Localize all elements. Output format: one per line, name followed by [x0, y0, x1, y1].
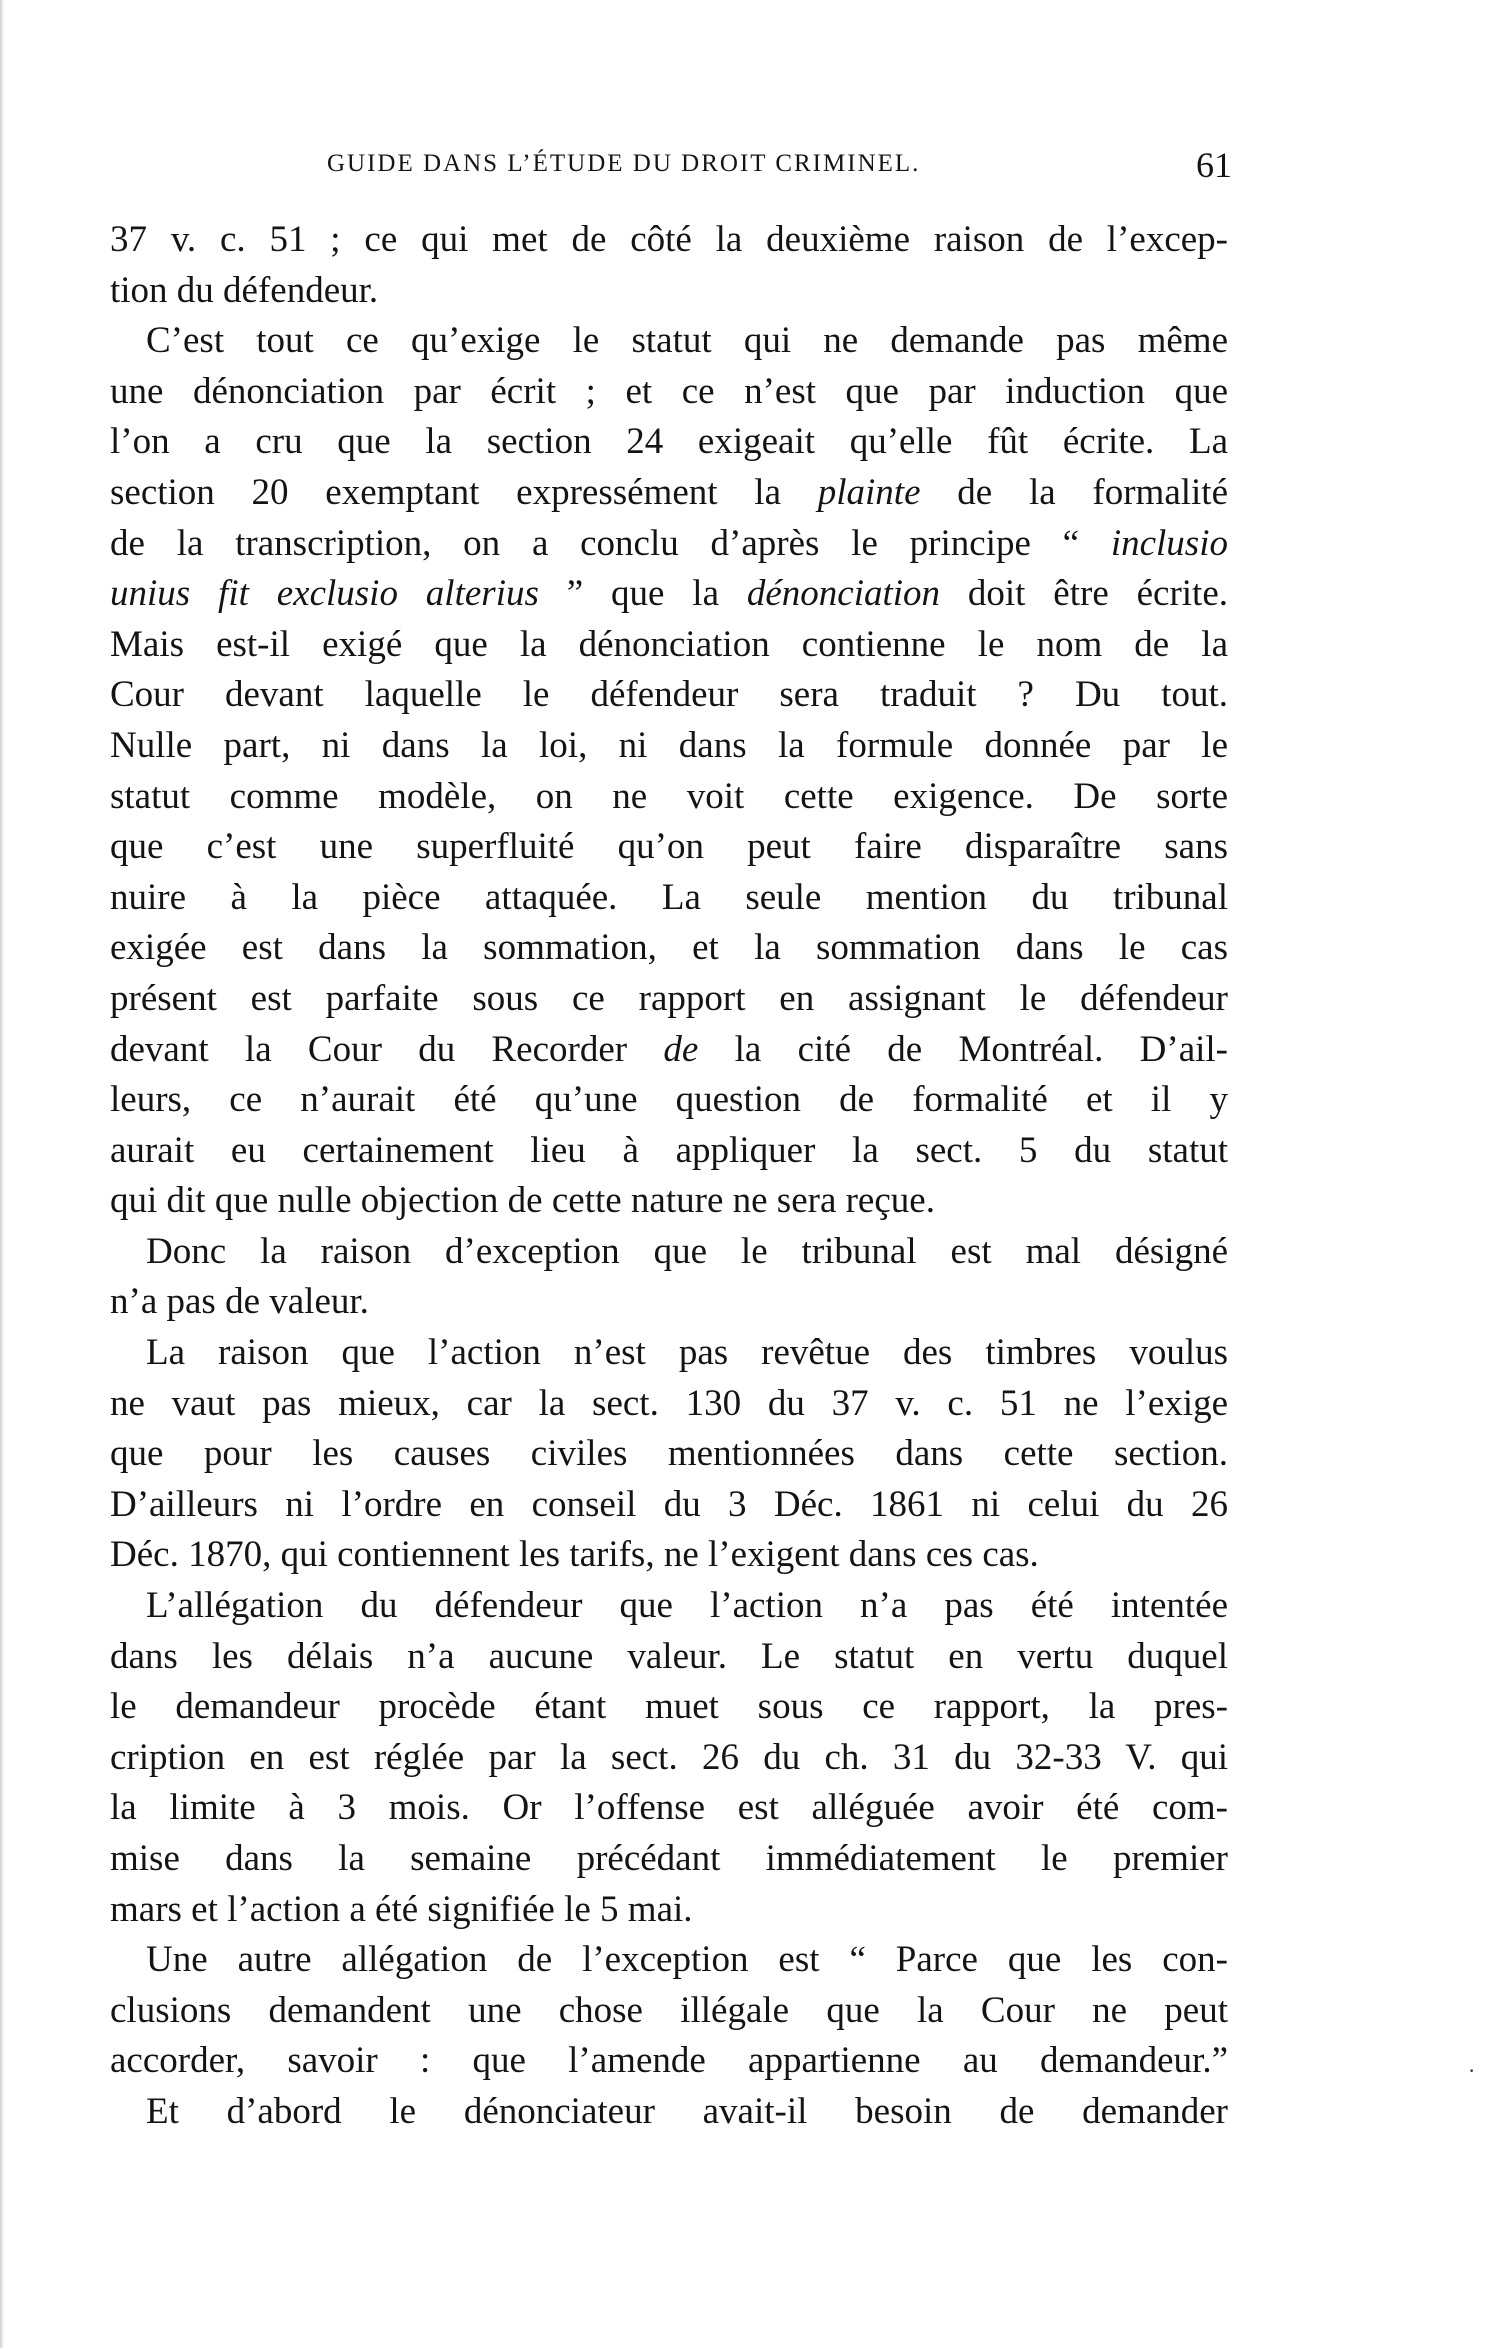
text-line: ne vaut pas mieux, car la sect. 130 du 37 v. c. 51 ne l’exige: [110, 1382, 1228, 1424]
text-line: clusions demandent une chose illégale que la Cour ne peut: [110, 1989, 1228, 2031]
text-line: D’ailleurs ni l’ordre en conseil du 3 Déc. 1861 ni celui du 26: [110, 1483, 1228, 1525]
text-line: aurait eu certainement lieu à appliquer la sect. 5 du statut: [110, 1129, 1228, 1171]
text-line: La raison que l’action n’est pas revêtue des timbres voulus: [146, 1332, 1228, 1374]
text-line: une dénonciation par écrit ; et ce n’est que par induction que: [110, 370, 1228, 412]
text-line: Une autre allégation de l’exception est “ Parce que les con-: [146, 1939, 1228, 1981]
running-head: GUIDE DANS L’ÉTUDE DU DROIT CRIMINEL.: [327, 150, 921, 177]
text-line: dans les délais n’a aucune valeur. Le statut en vertu duquel: [110, 1635, 1228, 1677]
text-line: Déc. 1870, qui contiennent les tarifs, ne l’exigent dans ces cas.: [110, 1534, 1039, 1576]
text-line: statut comme modèle, on ne voit cette exigence. De sorte: [110, 775, 1228, 817]
text-line: n’a pas de valeur.: [110, 1281, 369, 1323]
text-line: qui dit que nulle objection de cette nature ne sera reçue.: [110, 1180, 935, 1222]
text-line: C’est tout ce qu’exige le statut qui ne demande pas même: [146, 320, 1228, 362]
text-line: exigée est dans la sommation, et la sommation dans le cas: [110, 927, 1228, 969]
text-line: de la transcription, on a conclu d’après le principe “ inclusio: [110, 522, 1228, 564]
text-line: accorder, savoir : que l’amende appartienne au demandeur.”: [110, 2040, 1228, 2082]
text-line: que pour les causes civiles mentionnées dans cette section.: [110, 1433, 1228, 1475]
text-line: unius fit exclusio alterius ” que la dénonciation doit être écrite.: [110, 573, 1228, 615]
text-line: 37 v. c. 51 ; ce qui met de côté la deuxième raison de l’excep-: [110, 219, 1228, 260]
text-line: cription en est réglée par la sect. 26 du ch. 31 du 32-33 V. qui: [110, 1736, 1228, 1778]
text-line: que c’est une superfluité qu’on peut faire disparaître sans: [110, 826, 1228, 868]
text-line: Donc la raison d’exception que le tribunal est mal désigné: [146, 1230, 1228, 1272]
text-line: nuire à la pièce attaquée. La seule mention du tribunal: [110, 876, 1228, 918]
text-line: L’allégation du défendeur que l’action n’a pas été intentée: [146, 1585, 1228, 1627]
text-line: la limite à 3 mois. Or l’offense est alléguée avoir été com-: [110, 1787, 1228, 1829]
text-line: Nulle part, ni dans la loi, ni dans la formule donnée par le: [110, 724, 1228, 766]
text-line: Cour devant laquelle le défendeur sera traduit ? Du tout.: [110, 674, 1228, 716]
text-line: le demandeur procède étant muet sous ce rapport, la pres-: [110, 1686, 1228, 1728]
page-header: [112, 145, 1232, 190]
text-line: devant la Cour du Recorder de la cité de Montréal. D’ail-: [110, 1028, 1228, 1070]
text-line: mise dans la semaine précédant immédiatement le premier: [110, 1838, 1228, 1879]
margin-speck: ·: [1468, 2058, 1476, 2083]
text-line: section 20 exemptant expressément la plainte de la formalité: [110, 471, 1228, 513]
page-number: 61: [1196, 145, 1232, 185]
text-line: l’on a cru que la section 24 exigeait qu’elle fût écrite. La: [110, 421, 1228, 463]
text-line: leurs, ce n’aurait été qu’une question de formalité et il y: [110, 1079, 1228, 1121]
binding-edge: [0, 0, 4, 2348]
body-text: [110, 215, 1228, 2138]
text-line: présent est parfaite sous ce rapport en assignant le défendeur: [110, 977, 1228, 1019]
text-line: tion du défendeur.: [110, 269, 379, 311]
text-line: Et d’abord le dénonciateur avait-il besoin de demander: [146, 2090, 1228, 2132]
text-line: Mais est-il exigé que la dénonciation contienne le nom de la: [110, 623, 1228, 665]
text-line: mars et l’action a été signifiée le 5 mai.: [110, 1888, 693, 1930]
